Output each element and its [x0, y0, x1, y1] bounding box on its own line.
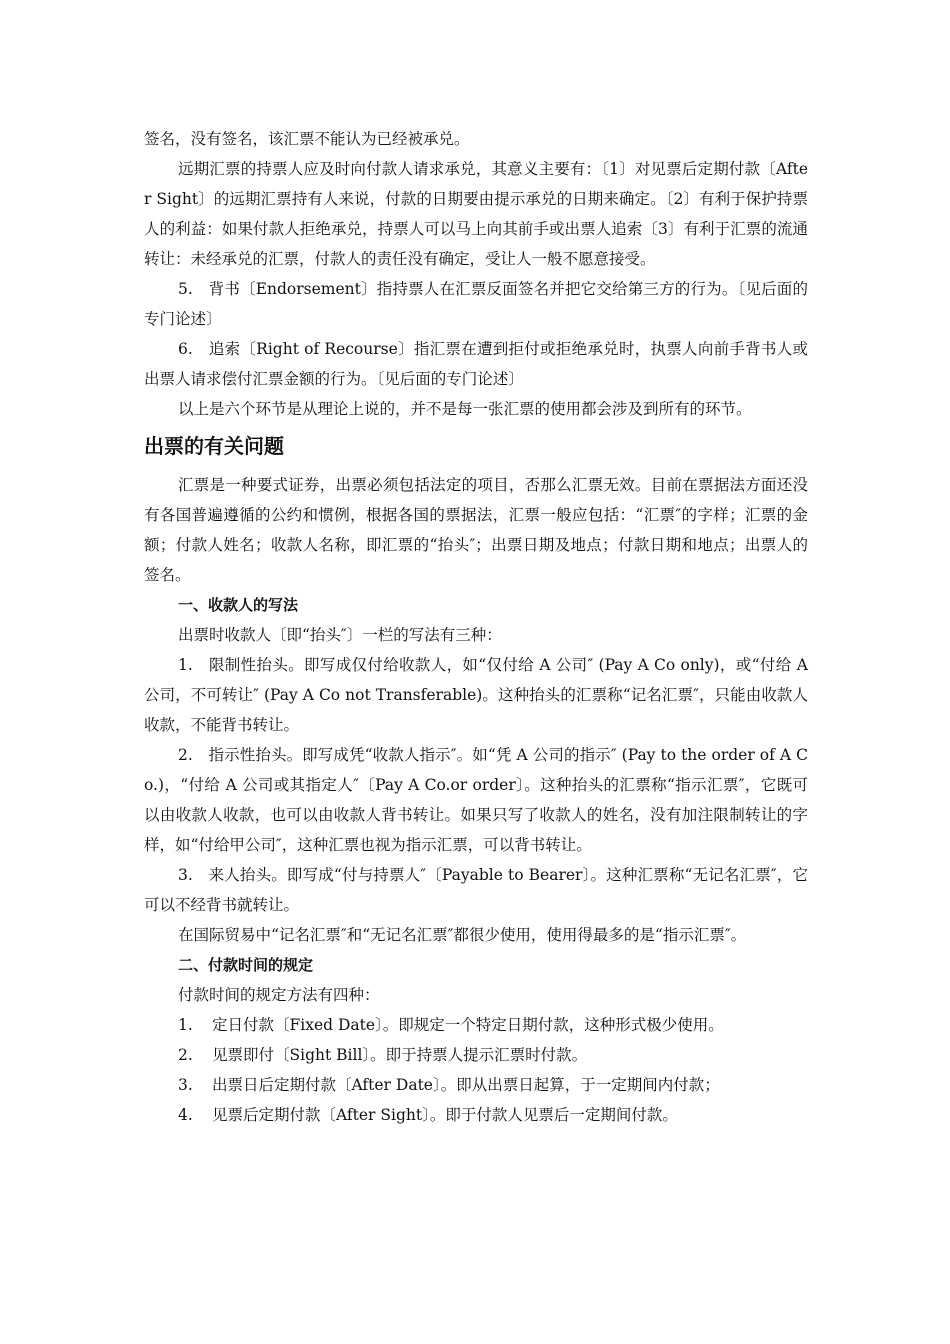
paragraph-payment-time-lead: 付款时间的规定方法有四种：	[178, 986, 380, 1004]
paragraph-payee-closing: 在国际贸易中“记名汇票″和“无记名汇票″都很少使用，使用得最多的是“指示汇票″。	[178, 926, 747, 944]
subsection-title-payment-time: 二、付款时间的规定	[178, 956, 314, 974]
list-item-number: 3.	[178, 1076, 193, 1094]
list-item-text: 见票即付〔Sight Bill〕。即于持票人提示汇票时付款。	[212, 1046, 588, 1064]
list-item: 2. 指示性抬头。即写成凭“收款人指示″。如“凭 A 公司的指示″ (Pay to the order of A Co.)，“付给 A 公司或其指定人″〔Pay A Co.or order〕。这种抬头的汇票称“指示汇票″，它既可以由收款人收款，也可以由收款人背书转让。如果只写了收款人的姓名，没有加注限制转让的字样，如“付给甲公司″，这种汇票也视为指示汇票，可以背书转让。	[144, 746, 808, 854]
section-title: 出票的有关问题	[144, 434, 284, 458]
list-item: 1. 限制性抬头。即写成仅付给收款人，如“仅付给 A 公司″ (Pay A Co only)，或“付给 A 公司，不可转让″ (Pay A Co not Transferable)。这种抬头的汇票称“记名汇票″，只能由收款人收款，不能背书转让。	[144, 656, 808, 734]
list-item	[144, 1100, 808, 1130]
list-item	[144, 1040, 808, 1070]
list-item-number: 1.	[178, 1016, 193, 1034]
list-item	[144, 1070, 808, 1100]
paragraph-recourse: 6. 追索〔Right of Recourse〕指汇票在遭到拒付或拒绝承兑时，执票人向前手背书人或出票人请求偿付汇票金额的行为。〔见后面的专门论述〕	[144, 340, 808, 388]
paragraph-six-steps-note: 以上是六个环节是从理论上说的，并不是每一张汇票的使用都会涉及到所有的环节。	[178, 400, 752, 418]
paragraph-payee-lead: 出票时收款人〔即“抬头″〕一栏的写法有三种：	[178, 626, 502, 644]
list-item-number: 4.	[178, 1106, 193, 1124]
list-item-text: 出票日后定期付款〔After Date〕。即从出票日起算，于一定期间内付款；	[212, 1076, 720, 1094]
list-item-text: 定日付款〔Fixed Date〕。即规定一个特定日期付款，这种形式极少使用。	[212, 1016, 724, 1034]
list-item: 3. 来人抬头。即写成“付与持票人″〔Payable to Bearer〕。这种汇票称“无记名汇票″，它可以不经背书就转让。	[144, 866, 808, 914]
subsection-title-payee: 一、收款人的写法	[178, 596, 299, 614]
document-page	[144, 124, 808, 1130]
paragraph-intro: 汇票是一种要式证券，出票必须包括法定的项目，否那么汇票无效。目前在票据法方面还没有各国普遍遵循的公约和惯例，根据各国的票据法，汇票一般应包括：“汇票″的字样；汇票的金额；付款人姓名；收款人名称，即汇票的“抬头″；出票日期及地点；付款日期和地点；出票人的签名。	[144, 476, 808, 584]
list-item-text: 见票后定期付款〔After Sight〕。即于付款人见票后一定期间付款。	[212, 1106, 678, 1124]
paragraph-endorsement: 5. 背书〔Endorsement〕指持票人在汇票反面签名并把它交给第三方的行为。〔见后面的专门论述〕	[144, 280, 808, 328]
paragraph-signature: 签名，没有签名，该汇票不能认为已经被承兑。	[144, 130, 470, 148]
paragraph-acceptance-significance: 远期汇票的持票人应及时向付款人请求承兑，其意义主要有：〔1〕对见票后定期付款〔After Sight〕的远期汇票持有人来说，付款的日期要由提示承兑的日期来确定。〔2〕有利于保护持票人的利益：如果付款人拒绝承兑，持票人可以马上向其前手或出票人追索〔3〕有利于汇票的流通转让：未经承兑的汇票，付款人的责任没有确定，受让人一般不愿意接受。	[144, 160, 808, 268]
list-item-number: 2.	[178, 1046, 193, 1064]
list-item	[144, 1010, 808, 1040]
